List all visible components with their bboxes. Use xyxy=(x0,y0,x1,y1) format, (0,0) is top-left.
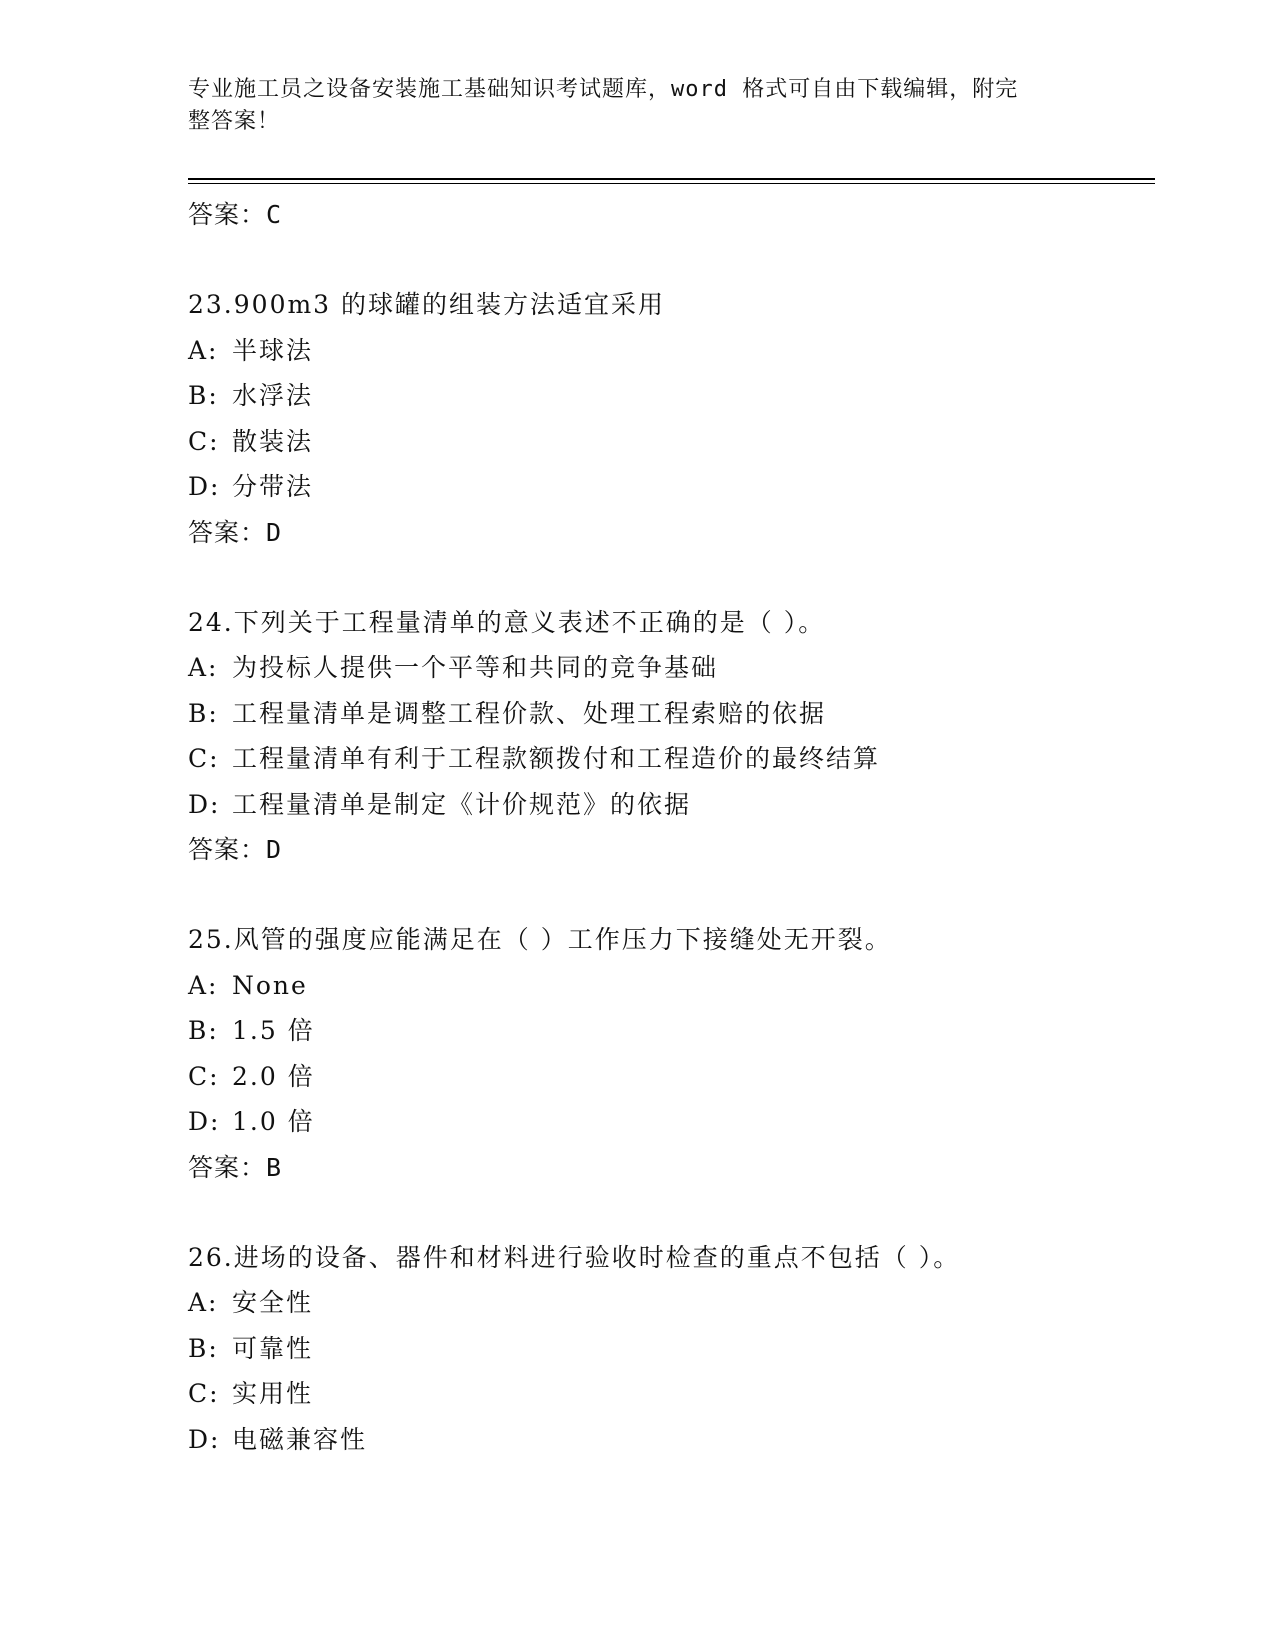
option-text: 1.5 倍 xyxy=(232,1016,315,1045)
option-d xyxy=(188,1417,1148,1463)
option-letter: A: xyxy=(188,335,219,365)
option-letter: A: xyxy=(188,970,219,1000)
document-header xyxy=(188,74,1088,138)
question-stem: 26.进场的设备、器件和材料进行验收时检查的重点不包括（ ）。 xyxy=(188,1242,961,1272)
option-text: 2.0 倍 xyxy=(232,1061,315,1091)
option-letter: C: xyxy=(188,1061,220,1091)
question-item xyxy=(188,917,1148,1191)
option-text: 1.0 倍 xyxy=(232,1107,315,1136)
option-letter: C: xyxy=(188,426,220,456)
option-d xyxy=(188,1099,1148,1145)
option-text: 水浮法 xyxy=(232,381,314,410)
header-line-2: 整答案！ xyxy=(188,109,281,134)
option-letter: B: xyxy=(188,1333,219,1363)
option-text: 工程量清单是制定《计价规范》的依据 xyxy=(232,789,692,819)
option-text: 实用性 xyxy=(232,1379,314,1408)
option-letter: D: xyxy=(188,472,221,501)
option-letter: B: xyxy=(188,698,219,728)
option-a xyxy=(188,963,1148,1009)
answer-line: 答案：D xyxy=(188,517,283,547)
option-text: 工程量清单有利于工程款额拨付和工程造价的最终结算 xyxy=(232,744,881,773)
header-line-1: 专业施工员之设备安装施工基础知识考试题库，word 格式可自由下载编辑，附完 xyxy=(188,77,1019,102)
option-text: 工程量清单是调整工程价款、处理工程索赔的依据 xyxy=(232,698,827,728)
option-d xyxy=(188,782,1148,828)
option-b xyxy=(188,1326,1148,1372)
option-text: 半球法 xyxy=(232,335,314,365)
answer-line: 答案：C xyxy=(188,200,283,229)
question-item xyxy=(188,282,1148,556)
option-c xyxy=(188,419,1148,465)
question-item xyxy=(188,600,1148,874)
option-c xyxy=(188,1371,1148,1417)
answer-line: 答案：D xyxy=(188,835,283,864)
option-text: 散装法 xyxy=(232,426,314,456)
option-a xyxy=(188,645,1148,691)
option-letter: A: xyxy=(188,653,219,682)
question-stem: 25.风管的强度应能满足在（ ）工作压力下接缝处无开裂。 xyxy=(188,925,892,954)
question-stem: 24.下列关于工程量清单的意义表述不正确的是（ ）。 xyxy=(188,607,826,637)
option-text: 分带法 xyxy=(232,472,314,501)
option-letter: C: xyxy=(188,1379,220,1408)
answer-line: 答案：B xyxy=(188,1152,283,1182)
option-text: None xyxy=(232,970,308,1000)
option-c xyxy=(188,1054,1148,1100)
option-text: 电磁兼容性 xyxy=(232,1424,368,1454)
option-text: 可靠性 xyxy=(232,1333,314,1363)
option-letter: B: xyxy=(188,381,219,410)
option-letter: B: xyxy=(188,1016,219,1045)
option-b xyxy=(188,373,1148,419)
question-stem: 23.900m3 的球罐的组装方法适宜采用 xyxy=(188,290,666,319)
question-item xyxy=(188,1235,1148,1463)
option-a xyxy=(188,328,1148,374)
option-b xyxy=(188,691,1148,737)
option-letter: D: xyxy=(188,1424,221,1454)
option-letter: D: xyxy=(188,789,221,819)
option-b xyxy=(188,1008,1148,1054)
option-letter: D: xyxy=(188,1107,221,1136)
option-a xyxy=(188,1280,1148,1326)
header-divider-thin xyxy=(188,183,1155,184)
option-letter: A: xyxy=(188,1288,219,1317)
option-letter: C: xyxy=(188,744,220,773)
option-text: 为投标人提供一个平等和共同的竞争基础 xyxy=(232,653,719,682)
option-c xyxy=(188,736,1148,782)
header-divider-thick xyxy=(188,178,1155,180)
question-list xyxy=(188,192,1148,1462)
option-text: 安全性 xyxy=(232,1288,314,1317)
option-d xyxy=(188,464,1148,510)
